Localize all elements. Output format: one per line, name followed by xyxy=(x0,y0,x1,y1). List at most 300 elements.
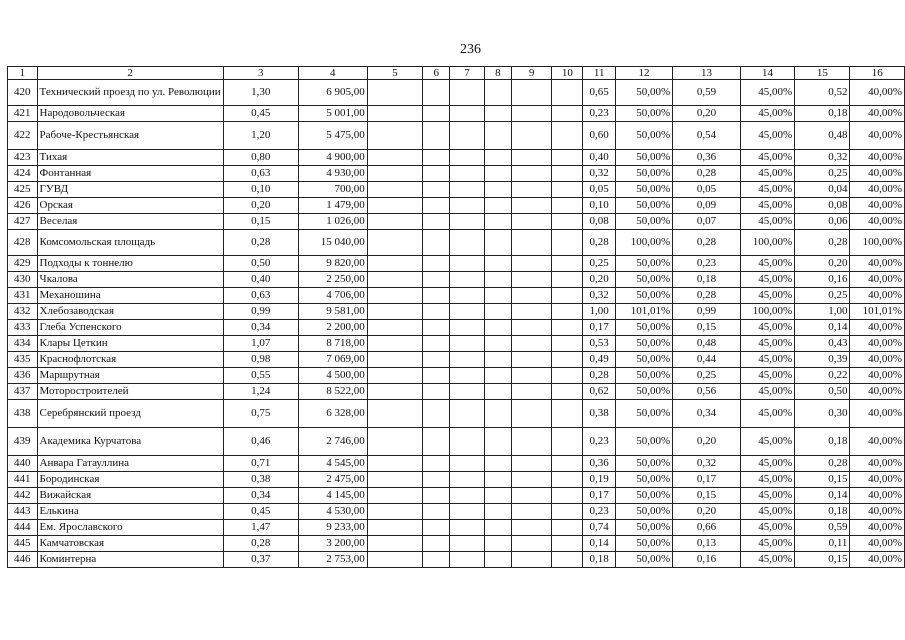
street-name: Орская xyxy=(37,198,223,214)
col-12-value: 50,00% xyxy=(615,552,672,568)
col-3-value: 0,63 xyxy=(223,288,298,304)
col-8-cell xyxy=(484,272,511,288)
col-8-cell xyxy=(484,80,511,106)
col-15-value: 0,18 xyxy=(795,428,850,456)
col-4-value: 7 069,00 xyxy=(298,352,367,368)
col-14-value: 45,00% xyxy=(740,214,794,230)
col-14-value: 100,00% xyxy=(740,304,794,320)
col-11-value: 0,25 xyxy=(583,256,616,272)
col-10-cell xyxy=(552,150,583,166)
col-12-value: 50,00% xyxy=(615,198,672,214)
row-number: 439 xyxy=(8,428,38,456)
col-5-cell xyxy=(367,488,422,504)
data-table xyxy=(7,66,905,568)
street-name: Комсомольская площадь xyxy=(37,230,223,256)
col-6-cell xyxy=(423,198,450,214)
col-9-cell xyxy=(511,456,551,472)
col-16-value: 40,00% xyxy=(850,488,905,504)
col-10-cell xyxy=(552,400,583,428)
row-number: 434 xyxy=(8,336,38,352)
col-14-value: 45,00% xyxy=(740,428,794,456)
col-12-value: 50,00% xyxy=(615,272,672,288)
col-15-value: 0,14 xyxy=(795,488,850,504)
street-name: Бородинская xyxy=(37,472,223,488)
col-12-value: 50,00% xyxy=(615,122,672,150)
table-row xyxy=(8,384,905,400)
col-14-value: 45,00% xyxy=(740,536,794,552)
col-11-value: 0,53 xyxy=(583,336,616,352)
col-8-cell xyxy=(484,198,511,214)
col-8-cell xyxy=(484,352,511,368)
row-number: 436 xyxy=(8,368,38,384)
col-13-value: 0,15 xyxy=(673,320,741,336)
col-13-value: 0,07 xyxy=(673,214,741,230)
col-15-value: 0,16 xyxy=(795,272,850,288)
col-5-cell xyxy=(367,288,422,304)
col-5-cell xyxy=(367,428,422,456)
col-10-cell xyxy=(552,488,583,504)
col-3-value: 0,10 xyxy=(223,182,298,198)
col-11-value: 0,32 xyxy=(583,166,616,182)
column-header-4: 4 xyxy=(298,67,367,80)
col-14-value: 45,00% xyxy=(740,504,794,520)
row-number: 433 xyxy=(8,320,38,336)
col-11-value: 0,17 xyxy=(583,488,616,504)
col-16-value: 40,00% xyxy=(850,472,905,488)
col-4-value: 4 145,00 xyxy=(298,488,367,504)
col-15-value: 0,18 xyxy=(795,106,850,122)
table-row xyxy=(8,272,905,288)
col-13-value: 0,05 xyxy=(673,182,741,198)
col-10-cell xyxy=(552,520,583,536)
col-16-value: 40,00% xyxy=(850,288,905,304)
col-5-cell xyxy=(367,536,422,552)
col-13-value: 0,20 xyxy=(673,504,741,520)
col-14-value: 45,00% xyxy=(740,400,794,428)
col-14-value: 45,00% xyxy=(740,352,794,368)
col-9-cell xyxy=(511,150,551,166)
col-9-cell xyxy=(511,230,551,256)
col-10-cell xyxy=(552,552,583,568)
col-3-value: 1,24 xyxy=(223,384,298,400)
col-11-value: 0,20 xyxy=(583,272,616,288)
table-row xyxy=(8,198,905,214)
street-name: Тихая xyxy=(37,150,223,166)
col-6-cell xyxy=(423,80,450,106)
table-row xyxy=(8,504,905,520)
col-4-value: 4 706,00 xyxy=(298,288,367,304)
table-row xyxy=(8,80,905,106)
col-16-value: 40,00% xyxy=(850,122,905,150)
row-number: 421 xyxy=(8,106,38,122)
col-12-value: 50,00% xyxy=(615,368,672,384)
col-7-cell xyxy=(450,122,485,150)
col-16-value: 40,00% xyxy=(850,428,905,456)
col-10-cell xyxy=(552,106,583,122)
col-7-cell xyxy=(450,400,485,428)
col-15-value: 0,06 xyxy=(795,214,850,230)
col-7-cell xyxy=(450,456,485,472)
street-name: Механошина xyxy=(37,288,223,304)
col-12-value: 50,00% xyxy=(615,106,672,122)
col-11-value: 0,28 xyxy=(583,368,616,384)
col-10-cell xyxy=(552,230,583,256)
col-5-cell xyxy=(367,456,422,472)
col-5-cell xyxy=(367,552,422,568)
col-13-value: 0,66 xyxy=(673,520,741,536)
col-13-value: 0,16 xyxy=(673,552,741,568)
col-3-value: 0,98 xyxy=(223,352,298,368)
col-16-value: 40,00% xyxy=(850,214,905,230)
col-3-value: 0,80 xyxy=(223,150,298,166)
col-16-value: 40,00% xyxy=(850,150,905,166)
column-header-3: 3 xyxy=(223,67,298,80)
table-row xyxy=(8,472,905,488)
col-13-value: 0,34 xyxy=(673,400,741,428)
col-6-cell xyxy=(423,352,450,368)
col-11-value: 0,19 xyxy=(583,472,616,488)
col-8-cell xyxy=(484,428,511,456)
col-13-value: 0,23 xyxy=(673,256,741,272)
col-14-value: 45,00% xyxy=(740,166,794,182)
col-7-cell xyxy=(450,384,485,400)
col-4-value: 2 746,00 xyxy=(298,428,367,456)
col-4-value: 15 040,00 xyxy=(298,230,367,256)
col-5-cell xyxy=(367,520,422,536)
col-6-cell xyxy=(423,456,450,472)
col-7-cell xyxy=(450,288,485,304)
col-15-value: 0,04 xyxy=(795,182,850,198)
table-row xyxy=(8,288,905,304)
col-16-value: 40,00% xyxy=(850,552,905,568)
col-15-value: 0,28 xyxy=(795,456,850,472)
col-11-value: 0,05 xyxy=(583,182,616,198)
col-16-value: 40,00% xyxy=(850,352,905,368)
col-12-value: 50,00% xyxy=(615,456,672,472)
col-13-value: 0,13 xyxy=(673,536,741,552)
col-8-cell xyxy=(484,122,511,150)
col-10-cell xyxy=(552,80,583,106)
col-10-cell xyxy=(552,456,583,472)
col-7-cell xyxy=(450,150,485,166)
table-row xyxy=(8,428,905,456)
col-16-value: 100,00% xyxy=(850,230,905,256)
col-7-cell xyxy=(450,80,485,106)
col-10-cell xyxy=(552,536,583,552)
col-6-cell xyxy=(423,122,450,150)
col-12-value: 50,00% xyxy=(615,504,672,520)
col-12-value: 50,00% xyxy=(615,80,672,106)
col-9-cell xyxy=(511,320,551,336)
col-16-value: 40,00% xyxy=(850,368,905,384)
col-11-value: 0,14 xyxy=(583,536,616,552)
table-row xyxy=(8,256,905,272)
col-7-cell xyxy=(450,472,485,488)
street-name: Подходы к тоннелю xyxy=(37,256,223,272)
col-10-cell xyxy=(552,304,583,320)
col-16-value: 40,00% xyxy=(850,182,905,198)
col-4-value: 6 328,00 xyxy=(298,400,367,428)
col-11-value: 0,23 xyxy=(583,428,616,456)
col-5-cell xyxy=(367,272,422,288)
col-8-cell xyxy=(484,106,511,122)
col-16-value: 40,00% xyxy=(850,384,905,400)
col-6-cell xyxy=(423,320,450,336)
header-row xyxy=(8,67,905,80)
table-row xyxy=(8,320,905,336)
col-3-value: 1,47 xyxy=(223,520,298,536)
col-15-value: 1,00 xyxy=(795,304,850,320)
col-6-cell xyxy=(423,488,450,504)
row-number: 422 xyxy=(8,122,38,150)
col-6-cell xyxy=(423,504,450,520)
col-9-cell xyxy=(511,336,551,352)
col-14-value: 45,00% xyxy=(740,456,794,472)
col-11-value: 0,23 xyxy=(583,106,616,122)
col-12-value: 50,00% xyxy=(615,320,672,336)
street-name: ГУВД xyxy=(37,182,223,198)
col-6-cell xyxy=(423,182,450,198)
row-number: 420 xyxy=(8,80,38,106)
street-name: Коминтерна xyxy=(37,552,223,568)
col-15-value: 0,32 xyxy=(795,150,850,166)
street-name: Анвара Гатауллина xyxy=(37,456,223,472)
col-5-cell xyxy=(367,80,422,106)
column-header-10: 10 xyxy=(552,67,583,80)
col-4-value: 2 475,00 xyxy=(298,472,367,488)
col-5-cell xyxy=(367,352,422,368)
col-13-value: 0,17 xyxy=(673,472,741,488)
col-14-value: 45,00% xyxy=(740,80,794,106)
column-header-2: 2 xyxy=(37,67,223,80)
col-10-cell xyxy=(552,428,583,456)
table-row xyxy=(8,106,905,122)
col-13-value: 0,99 xyxy=(673,304,741,320)
col-13-value: 0,09 xyxy=(673,198,741,214)
table-row xyxy=(8,166,905,182)
col-14-value: 45,00% xyxy=(740,122,794,150)
column-header-5: 5 xyxy=(367,67,422,80)
table-row xyxy=(8,304,905,320)
col-7-cell xyxy=(450,352,485,368)
col-4-value: 4 545,00 xyxy=(298,456,367,472)
col-9-cell xyxy=(511,166,551,182)
table-row xyxy=(8,230,905,256)
row-number: 426 xyxy=(8,198,38,214)
col-6-cell xyxy=(423,166,450,182)
column-header-12: 12 xyxy=(615,67,672,80)
col-8-cell xyxy=(484,320,511,336)
col-15-value: 0,48 xyxy=(795,122,850,150)
col-3-value: 1,07 xyxy=(223,336,298,352)
col-4-value: 2 250,00 xyxy=(298,272,367,288)
col-4-value: 1 479,00 xyxy=(298,198,367,214)
col-13-value: 0,18 xyxy=(673,272,741,288)
col-14-value: 45,00% xyxy=(740,472,794,488)
col-8-cell xyxy=(484,456,511,472)
col-9-cell xyxy=(511,504,551,520)
col-7-cell xyxy=(450,256,485,272)
col-4-value: 4 900,00 xyxy=(298,150,367,166)
col-10-cell xyxy=(552,198,583,214)
table-row xyxy=(8,150,905,166)
col-15-value: 0,20 xyxy=(795,256,850,272)
col-3-value: 0,15 xyxy=(223,214,298,230)
col-6-cell xyxy=(423,336,450,352)
col-3-value: 0,50 xyxy=(223,256,298,272)
col-5-cell xyxy=(367,304,422,320)
col-14-value: 45,00% xyxy=(740,272,794,288)
col-15-value: 0,59 xyxy=(795,520,850,536)
col-9-cell xyxy=(511,214,551,230)
col-13-value: 0,44 xyxy=(673,352,741,368)
col-15-value: 0,18 xyxy=(795,504,850,520)
col-3-value: 0,55 xyxy=(223,368,298,384)
col-3-value: 0,40 xyxy=(223,272,298,288)
col-15-value: 0,11 xyxy=(795,536,850,552)
col-10-cell xyxy=(552,352,583,368)
street-name: Краснофлотская xyxy=(37,352,223,368)
col-7-cell xyxy=(450,214,485,230)
col-8-cell xyxy=(484,230,511,256)
col-9-cell xyxy=(511,304,551,320)
col-6-cell xyxy=(423,536,450,552)
street-name: Ем. Ярославского xyxy=(37,520,223,536)
col-11-value: 0,10 xyxy=(583,198,616,214)
col-10-cell xyxy=(552,320,583,336)
col-3-value: 1,20 xyxy=(223,122,298,150)
col-13-value: 0,36 xyxy=(673,150,741,166)
col-13-value: 0,28 xyxy=(673,230,741,256)
col-7-cell xyxy=(450,166,485,182)
col-10-cell xyxy=(552,182,583,198)
col-6-cell xyxy=(423,150,450,166)
col-11-value: 0,32 xyxy=(583,288,616,304)
col-3-value: 0,45 xyxy=(223,106,298,122)
col-6-cell xyxy=(423,400,450,428)
row-number: 431 xyxy=(8,288,38,304)
col-6-cell xyxy=(423,106,450,122)
street-name: Глеба Успенского xyxy=(37,320,223,336)
col-7-cell xyxy=(450,504,485,520)
col-11-value: 0,23 xyxy=(583,504,616,520)
row-number: 441 xyxy=(8,472,38,488)
col-5-cell xyxy=(367,166,422,182)
col-7-cell xyxy=(450,182,485,198)
col-8-cell xyxy=(484,472,511,488)
col-6-cell xyxy=(423,428,450,456)
col-4-value: 8 522,00 xyxy=(298,384,367,400)
col-16-value: 40,00% xyxy=(850,256,905,272)
col-16-value: 40,00% xyxy=(850,400,905,428)
col-15-value: 0,15 xyxy=(795,472,850,488)
col-9-cell xyxy=(511,400,551,428)
column-header-15: 15 xyxy=(795,67,850,80)
street-name: Академика Курчатова xyxy=(37,428,223,456)
street-name: Рабоче-Крестьянская xyxy=(37,122,223,150)
col-12-value: 101,01% xyxy=(615,304,672,320)
col-6-cell xyxy=(423,368,450,384)
col-3-value: 1,30 xyxy=(223,80,298,106)
col-5-cell xyxy=(367,472,422,488)
col-7-cell xyxy=(450,368,485,384)
col-11-value: 0,60 xyxy=(583,122,616,150)
col-7-cell xyxy=(450,488,485,504)
col-15-value: 0,15 xyxy=(795,552,850,568)
col-13-value: 0,15 xyxy=(673,488,741,504)
table-row xyxy=(8,520,905,536)
col-14-value: 45,00% xyxy=(740,320,794,336)
col-14-value: 45,00% xyxy=(740,198,794,214)
page-number: 236 xyxy=(460,42,481,57)
col-10-cell xyxy=(552,472,583,488)
col-10-cell xyxy=(552,166,583,182)
col-12-value: 50,00% xyxy=(615,288,672,304)
col-16-value: 40,00% xyxy=(850,336,905,352)
col-8-cell xyxy=(484,504,511,520)
table-row xyxy=(8,182,905,198)
col-7-cell xyxy=(450,336,485,352)
col-4-value: 5 001,00 xyxy=(298,106,367,122)
col-3-value: 0,46 xyxy=(223,428,298,456)
col-5-cell xyxy=(367,150,422,166)
col-4-value: 4 500,00 xyxy=(298,368,367,384)
row-number: 432 xyxy=(8,304,38,320)
col-10-cell xyxy=(552,368,583,384)
col-14-value: 45,00% xyxy=(740,488,794,504)
col-3-value: 0,38 xyxy=(223,472,298,488)
col-3-value: 0,75 xyxy=(223,400,298,428)
col-5-cell xyxy=(367,384,422,400)
col-4-value: 1 026,00 xyxy=(298,214,367,230)
col-11-value: 0,08 xyxy=(583,214,616,230)
col-3-value: 0,63 xyxy=(223,166,298,182)
col-15-value: 0,25 xyxy=(795,288,850,304)
col-12-value: 50,00% xyxy=(615,472,672,488)
col-8-cell xyxy=(484,166,511,182)
col-14-value: 100,00% xyxy=(740,230,794,256)
column-header-7: 7 xyxy=(450,67,485,80)
col-15-value: 0,22 xyxy=(795,368,850,384)
col-5-cell xyxy=(367,214,422,230)
col-8-cell xyxy=(484,336,511,352)
col-15-value: 0,28 xyxy=(795,230,850,256)
col-4-value: 6 905,00 xyxy=(298,80,367,106)
table-body xyxy=(8,67,905,568)
col-14-value: 45,00% xyxy=(740,288,794,304)
col-12-value: 100,00% xyxy=(615,230,672,256)
col-9-cell xyxy=(511,272,551,288)
row-number: 435 xyxy=(8,352,38,368)
col-5-cell xyxy=(367,400,422,428)
col-9-cell xyxy=(511,520,551,536)
street-name: Технический проезд по ул. Революции xyxy=(37,80,223,106)
col-14-value: 45,00% xyxy=(740,368,794,384)
col-13-value: 0,59 xyxy=(673,80,741,106)
col-10-cell xyxy=(552,504,583,520)
col-3-value: 0,34 xyxy=(223,488,298,504)
col-4-value: 700,00 xyxy=(298,182,367,198)
col-14-value: 45,00% xyxy=(740,552,794,568)
col-12-value: 50,00% xyxy=(615,520,672,536)
column-header-1: 1 xyxy=(8,67,38,80)
row-number: 444 xyxy=(8,520,38,536)
col-9-cell xyxy=(511,256,551,272)
col-13-value: 0,56 xyxy=(673,384,741,400)
col-15-value: 0,39 xyxy=(795,352,850,368)
col-9-cell xyxy=(511,488,551,504)
col-16-value: 40,00% xyxy=(850,80,905,106)
